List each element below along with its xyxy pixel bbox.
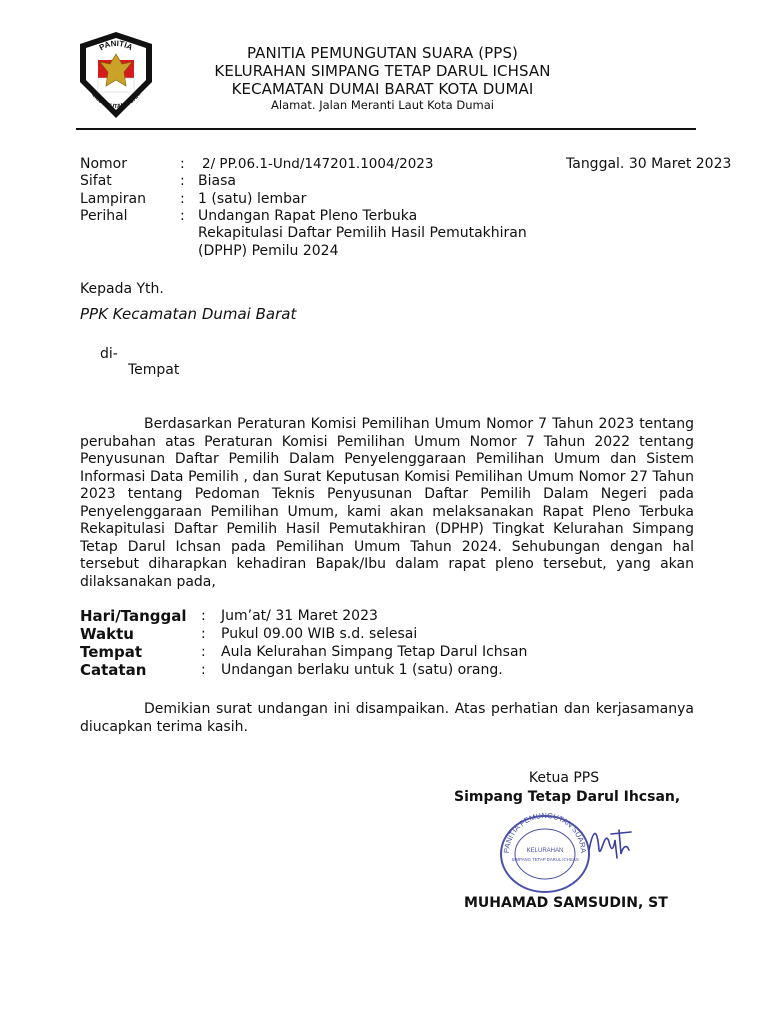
svg-text:PANITIA PEMUNGUTAN SUARA — [502, 811, 588, 853]
perihal-value-3: (DPHP) Pemilu 2024 — [198, 243, 339, 259]
stamp-line-2: SIMPANG TETAP DARUL ICHSAN — [511, 857, 579, 862]
waktu-value: Pukul 09.00 WIB s.d. selesai — [221, 626, 418, 642]
perihal-label: Perihal — [80, 208, 128, 224]
header-line-2: KELURAHAN SIMPANG TETAP DARUL ICHSAN — [214, 62, 551, 80]
hari-colon: : — [201, 608, 206, 624]
recipient-salutation: Kepada Yth. — [80, 281, 164, 297]
lampiran-label: Lampiran — [80, 191, 147, 207]
waktu-colon: : — [201, 626, 206, 642]
signer-organization: Simpang Tetap Darul Ihcsan, — [454, 789, 681, 805]
kpu-logo — [76, 30, 156, 120]
closing-paragraph: Demikian surat undangan ini disampaikan. Atas perhatian dan kerjasamanya diucapkan terima kasih. — [80, 701, 694, 735]
hari-value: Jum’at/ 31 Maret 2023 — [221, 608, 378, 624]
signer-title: Ketua PPS — [528, 770, 600, 786]
tempat-label: Tempat — [80, 643, 143, 661]
letter-date: Tanggal. 30 Maret 2023 — [566, 156, 732, 172]
recipient-name: PPK Kecamatan Dumai Barat — [80, 305, 297, 323]
perihal-colon: : — [180, 208, 185, 224]
lampiran-value: 1 (satu) lembar — [198, 191, 307, 207]
official-stamp — [495, 810, 595, 894]
catatan-colon: : — [201, 662, 206, 678]
catatan-value: Undangan berlaku untuk 1 (satu) orang. — [221, 662, 503, 678]
tempat-value: Aula Kelurahan Simpang Tetap Darul Ichsan — [221, 644, 528, 660]
header-divider — [76, 128, 696, 130]
recipient-di: di- — [100, 346, 118, 362]
sifat-label: Sifat — [80, 173, 112, 189]
lampiran-colon: : — [180, 191, 185, 207]
signer-name: MUHAMAD SAMSUDIN, ST — [464, 895, 668, 911]
nomor-value: 2/ PP.06.1-Und/147201.1004/2023 — [202, 156, 434, 172]
nomor-colon: : — [180, 156, 185, 172]
handwritten-signature — [585, 820, 635, 865]
sifat-colon: : — [180, 173, 185, 189]
logo-text-bottom: PEMUNGUTAN SUARA — [88, 88, 144, 111]
nomor-label: Nomor — [80, 156, 127, 172]
tempat-colon: : — [201, 644, 206, 660]
logo-text-top: PANITIA — [97, 38, 135, 53]
header-address: Alamat. Jalan Meranti Laut Kota Dumai — [271, 98, 494, 112]
hari-label: Hari/Tanggal — [80, 607, 187, 625]
recipient-place: Tempat — [128, 362, 180, 378]
header-line-1: PANITIA PEMUNGUTAN SUARA (PPS) — [246, 44, 519, 62]
stamp-line-1: KELURAHAN — [526, 848, 564, 854]
stamp-arc-text: PANITIA PEMUNGUTAN SUARA — [501, 810, 589, 854]
perihal-value-2: Rekapitulasi Daftar Pemilih Hasil Pemutakhiran — [198, 225, 527, 241]
perihal-value-1: Undangan Rapat Pleno Terbuka — [198, 208, 418, 224]
header-line-3: KECAMATAN DUMAI BARAT KOTA DUMAI — [231, 80, 534, 98]
body-paragraph: Berdasarkan Peraturan Komisi Pemilihan Umum Nomor 7 Tahun 2023 tentang perubahan atas Peraturan Komisi Pemilihan Umum Nomor 7 Tahun 2022 tentang Penyusunan Daftar Pemilih Dalam Penyelenggaraan Pemilihan Umum dan Sistem Informasi Data Pemilih , dan Surat Keputusan Komisi Pemilihan Umum Nomor 27 Tahun 2023 tentang Pedoman Teknis Penyusunan Daftar Pemilih Dalam Negeri pada Penyelenggaraan Pemilihan Umum, kami akan melaksanakan Rapat Pleno Terbuka Rekapitulasi Daftar Pemilih Hasil Pemutakhiran (DPHP) Tingkat Kelurahan Simpang Tetap Darul Ichsan pada Pemilihan Umum Tahun 2024. Sehubungan dengan hal tersebut diharapkan kehadiran Bapak/Ibu dalam rapat pleno tersebut, yang akan dilaksanakan pada, — [80, 416, 694, 590]
catatan-label: Catatan — [80, 661, 147, 679]
waktu-label: Waktu — [80, 625, 134, 643]
sifat-value: Biasa — [198, 173, 236, 189]
